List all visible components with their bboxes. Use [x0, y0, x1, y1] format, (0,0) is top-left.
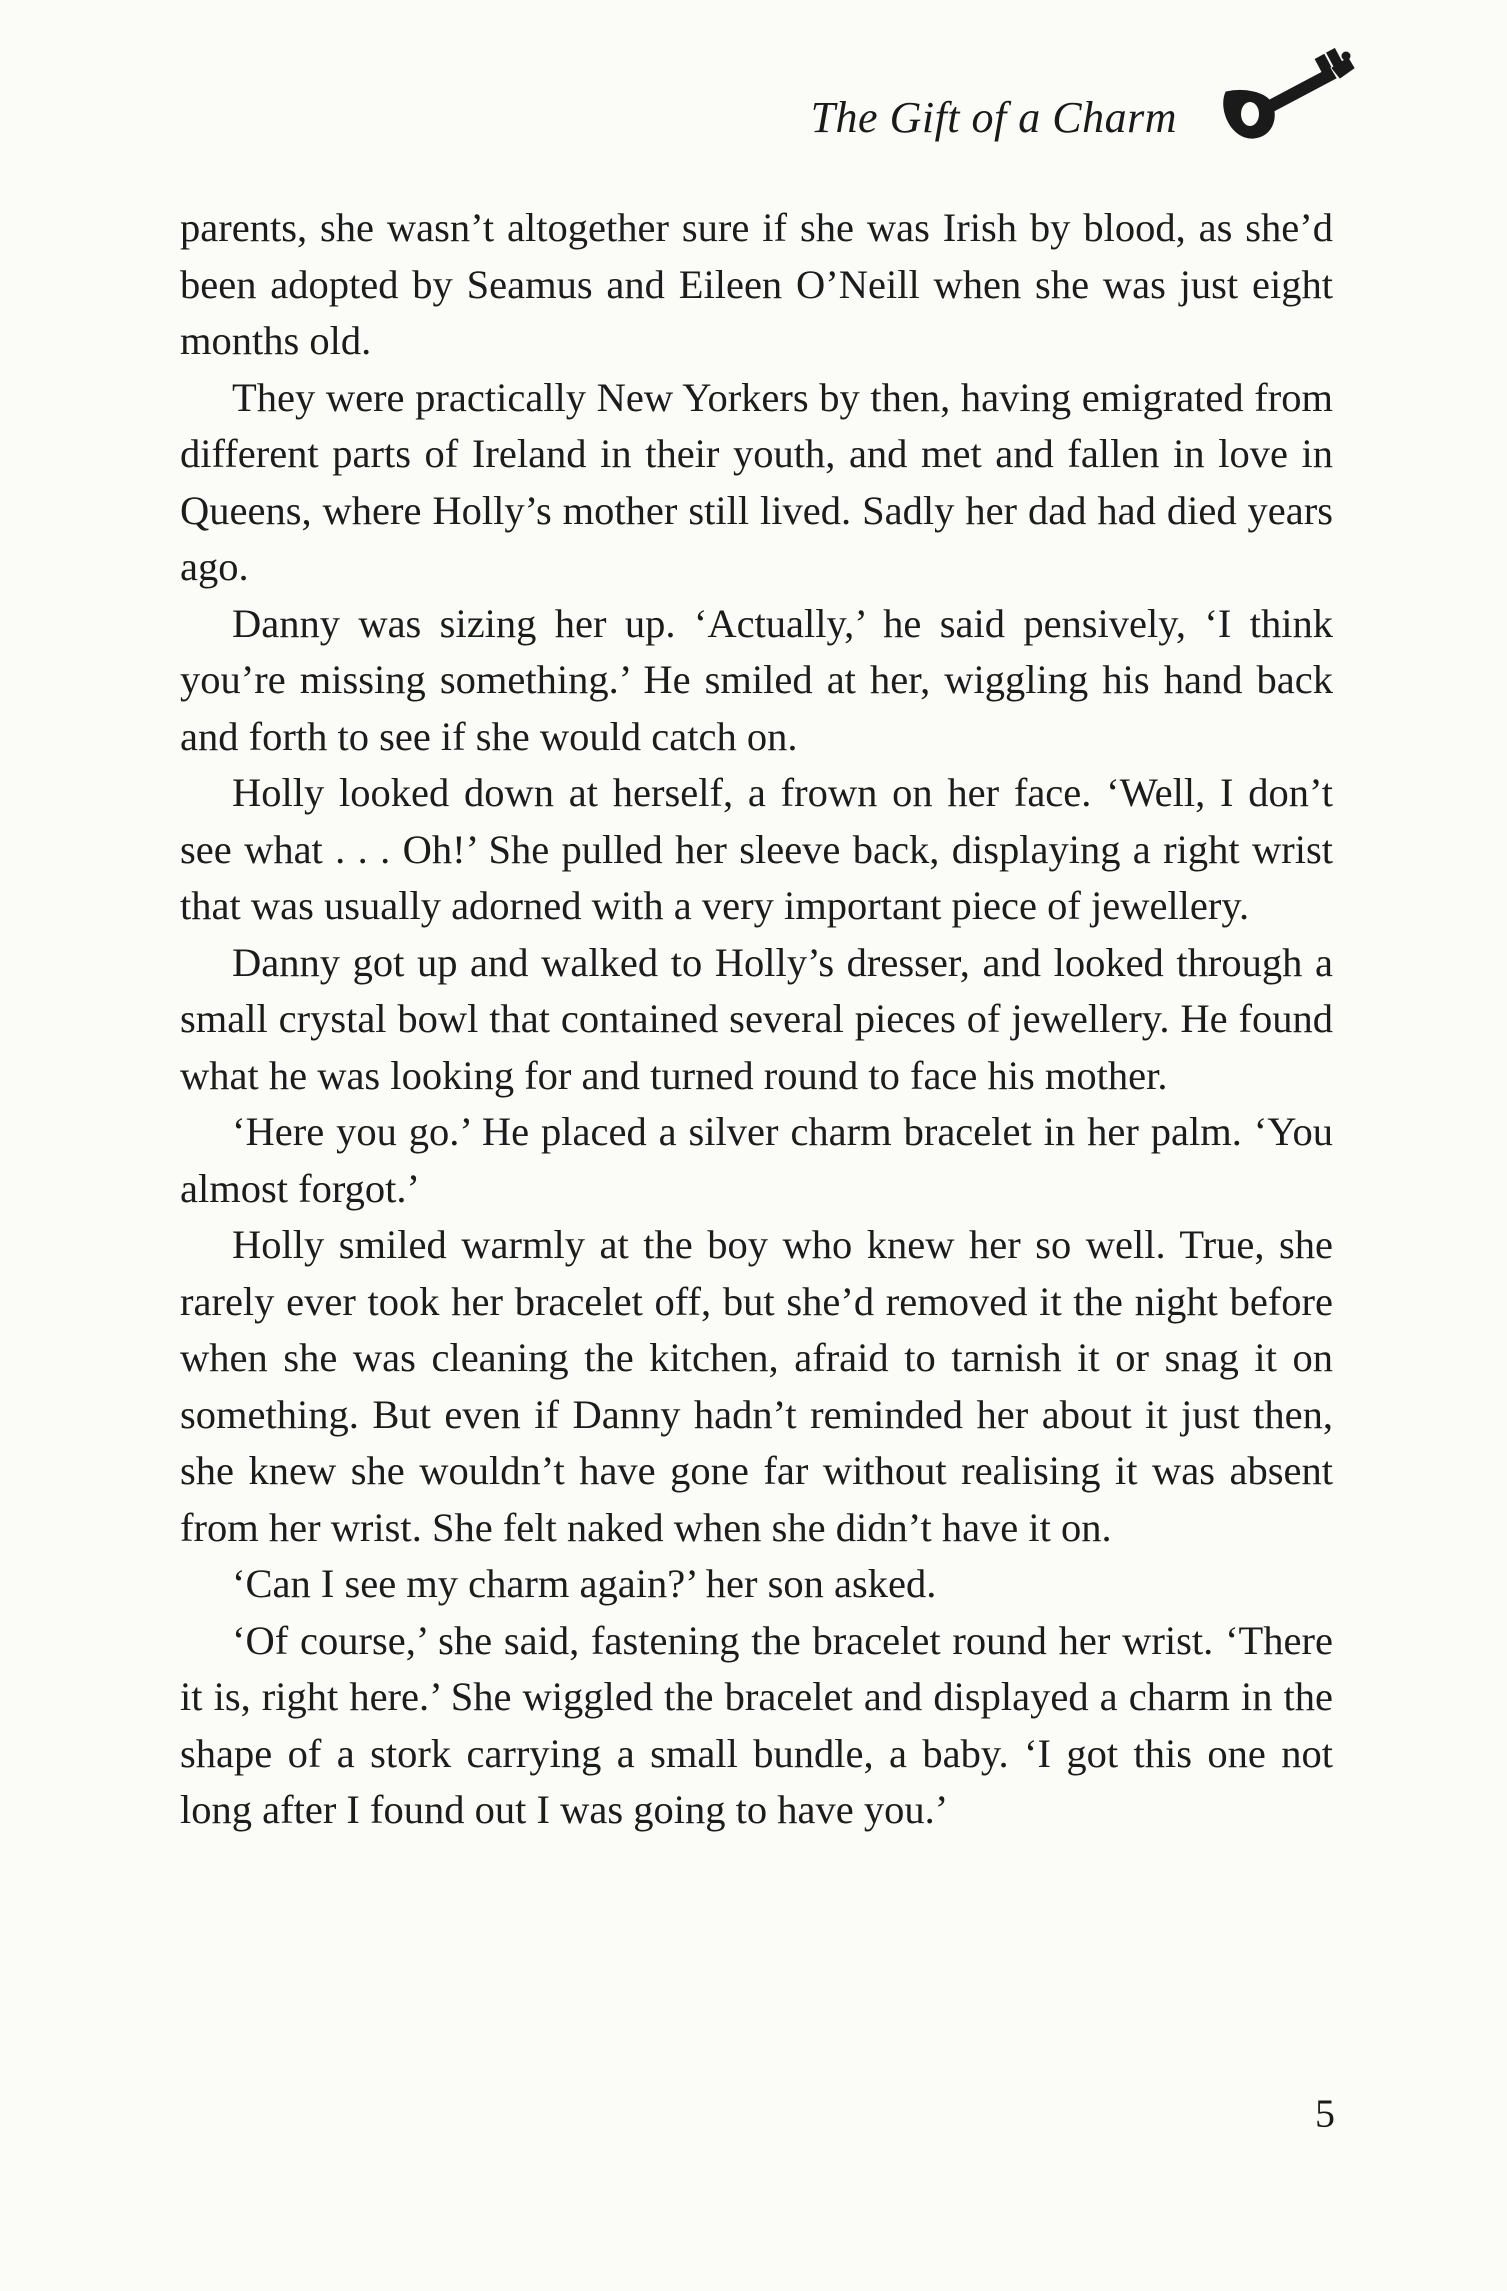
paragraph: ‘Here you go.’ He placed a silver charm bracelet in her palm. ‘You almost forgot.’: [180, 1109, 1333, 1211]
key-icon: [1208, 48, 1358, 158]
paragraph: parents, she wasn’t altogether sure if she was Irish by blood, as she’d been adopted by Seamus and Eileen O’Neill when she was just eight months old.: [180, 205, 1333, 363]
running-head-title: The Gift of a Charm: [810, 93, 1177, 142]
paragraph: They were practically New Yorkers by then, having emigrated from different parts of Ireland in their youth, and met and fallen in love in Queens, where Holly’s mother still lived. Sadly her dad had died years ago.: [180, 374, 1333, 589]
paragraph: Holly looked down at herself, a frown on her face. ‘Well, I don’t see what . . . Oh!’ She pulled her sleeve back, displaying a right wrist that was usually adorned with a very important piece of jewellery.: [180, 770, 1333, 928]
paragraph: Holly smiled warmly at the boy who knew her so well. True, she rarely ever took her bracelet off, but she’d removed it the night before when she was cleaning the kitchen, afraid to tarnish it or snag it on something. But even if Danny hadn’t reminded her about it just then, she knew she wouldn’t have gone far without realising it was absent from her wrist. She felt naked when she didn’t have it on.: [180, 1222, 1333, 1550]
body-text: [180, 200, 1333, 1839]
paragraph: Danny was sizing her up. ‘Actually,’ he said pensively, ‘I think you’re missing something.’ He smiled at her, wiggling his hand back and forth to see if she would catch on.: [180, 600, 1333, 759]
page-number: 5: [1315, 2091, 1335, 2136]
paragraph: Danny got up and walked to Holly’s dresser, and looked through a small crystal bowl that contained several pieces of jewellery. He found what he was looking for and turned round to face his mother.: [180, 939, 1333, 1098]
paragraph: ‘Can I see my charm again?’ her son asked.: [232, 1561, 937, 1606]
paragraph: ‘Of course,’ she said, fastening the bracelet round her wrist. ‘There it is, right here.’ She wiggled the bracelet and displayed a charm in the shape of a stork carrying a small bundle, a baby. ‘I got this one not long after I found out I was going to have you.’: [180, 1617, 1333, 1832]
